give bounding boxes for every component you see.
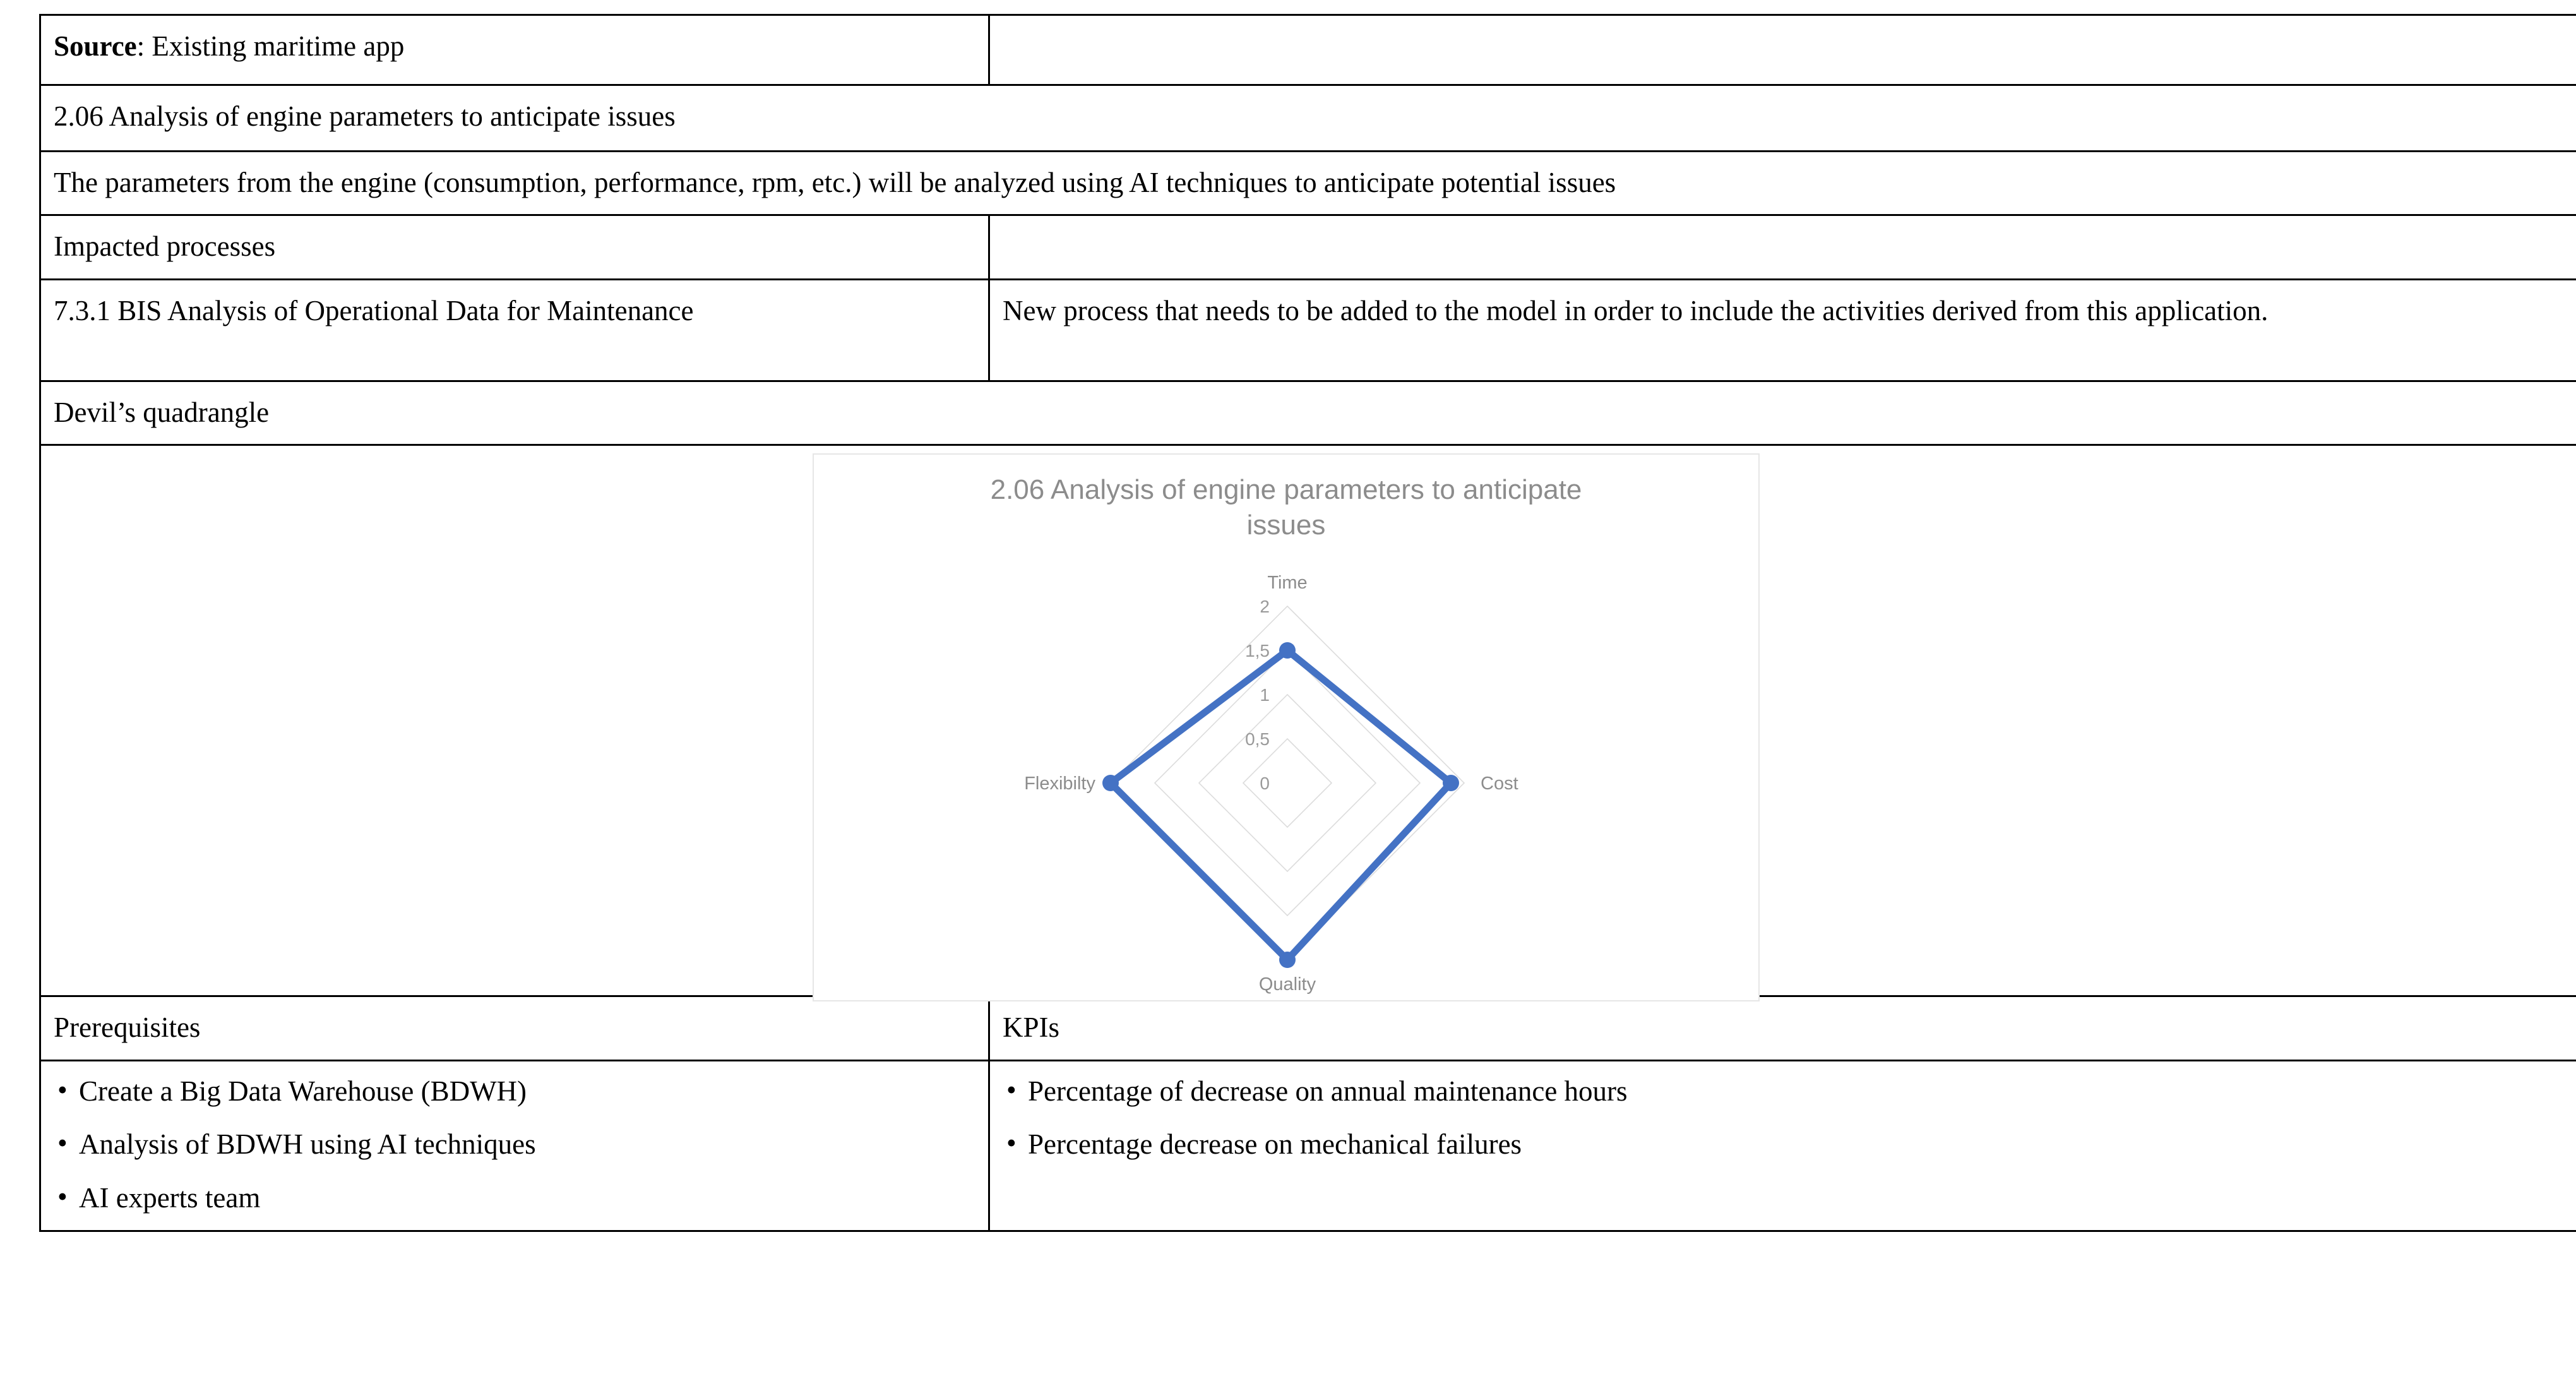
kpis-list xyxy=(1003,1070,2576,1166)
radar-data-points xyxy=(1102,642,1459,968)
table-row-description xyxy=(40,152,2576,215)
axis-label-flexibilty: Flexibilty xyxy=(1024,774,1095,794)
axis-label-cost: Cost xyxy=(1481,774,1518,794)
data-point-time xyxy=(1279,642,1296,659)
table-row-prereq-kpi-header xyxy=(40,996,2576,1060)
process-note-cell: New process that needs to be added to the model in order to include the activities derived from this application. xyxy=(989,279,2576,381)
table-row-chart xyxy=(40,445,2576,996)
table-row-process xyxy=(40,279,2576,381)
tick-label-1: 1 xyxy=(1260,685,1270,705)
prerequisites-list xyxy=(54,1070,975,1219)
chart-wrapper xyxy=(41,446,2576,995)
radar-series-polygon xyxy=(1111,650,1451,960)
application-spec-table xyxy=(39,14,2576,1232)
tick-label-0: 0 xyxy=(1260,774,1270,794)
data-point-quality xyxy=(1279,952,1296,968)
axis-label-quality: Quality xyxy=(1258,974,1316,995)
source-label: Source xyxy=(54,30,137,62)
prerequisites-cell xyxy=(40,1060,989,1231)
list-item: • Percentage decrease on mechanical failures xyxy=(1003,1123,2576,1166)
devils-quadrangle-header-cell: Devil’s quadrangle xyxy=(40,381,2576,445)
list-item: • Analysis of BDWH using AI techniques xyxy=(54,1123,975,1166)
chart-cell xyxy=(40,445,2576,996)
impacted-processes-header-blank-cell xyxy=(989,215,2576,279)
process-name-cell: 7.3.1 BIS Analysis of Operational Data for Maintenance xyxy=(40,279,989,381)
source-cell xyxy=(40,15,989,85)
table-row-section-title xyxy=(40,85,2576,152)
table-row-prereq-kpi-body xyxy=(40,1060,2576,1231)
impacted-processes-header-cell: Impacted processes xyxy=(40,215,989,279)
source-value: : Existing maritime app xyxy=(136,30,405,62)
data-point-flexibilty xyxy=(1102,775,1119,791)
radar-chart-svg xyxy=(814,455,1761,1003)
table-row-impacted-header xyxy=(40,215,2576,279)
description-cell: The parameters from the engine (consumption, performance, rpm, etc.) will be analyzed using AI techniques to anticipate potential issues xyxy=(40,152,2576,215)
chart-title: 2.06 Analysis of engine parameters to anticipate issues xyxy=(990,474,1582,541)
kpis-cell xyxy=(989,1060,2576,1231)
devils-quadrangle-chart xyxy=(813,453,1760,1001)
list-item: • Create a Big Data Warehouse (BDWH) xyxy=(54,1070,975,1113)
tick-label-0-5: 0,5 xyxy=(1245,729,1270,750)
table-row-source xyxy=(40,15,2576,85)
tick-label-1-5: 1,5 xyxy=(1245,641,1270,661)
section-title-cell: 2.06 Analysis of engine parameters to anticipate issues xyxy=(40,85,2576,152)
table-row-devils-quadrangle-header xyxy=(40,381,2576,445)
axis-label-time: Time xyxy=(1267,573,1308,594)
list-item: • Percentage of decrease on annual maintenance hours xyxy=(1003,1070,2576,1113)
list-item: • AI experts team xyxy=(54,1177,975,1219)
data-point-cost xyxy=(1443,775,1459,791)
tick-label-2: 2 xyxy=(1260,597,1270,617)
kpis-header-cell: KPIs xyxy=(989,996,2576,1060)
radar-gridlines xyxy=(1111,606,1464,960)
source-empty-cell xyxy=(989,15,2576,85)
prerequisites-header-cell: Prerequisites xyxy=(40,996,989,1060)
